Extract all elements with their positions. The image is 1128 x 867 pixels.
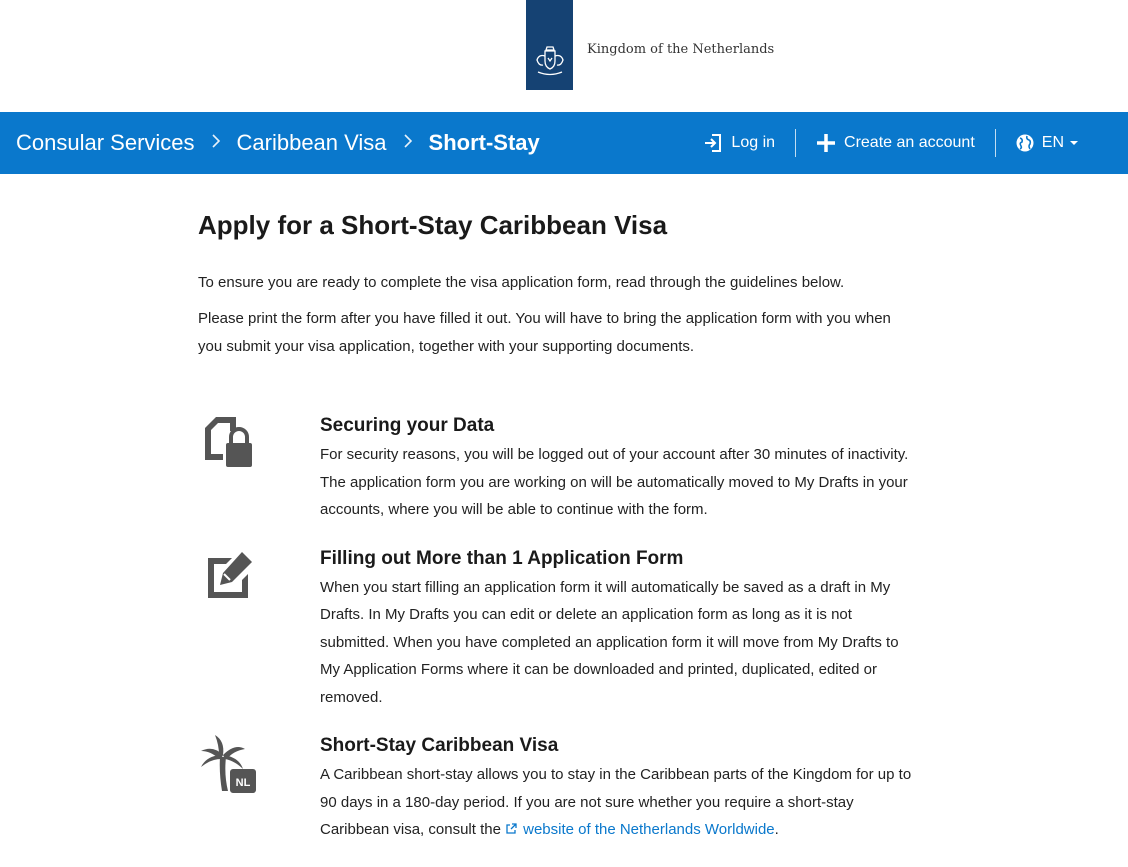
external-link-icon [505,823,517,835]
netherlands-worldwide-link[interactable] [505,821,775,838]
site-header [0,0,1128,112]
intro-paragraph-print: Please print the form after you have filled it out. You will have to bring the application form with you when you submit your visa application, together with your supporting documents. [198,310,891,355]
language-selector[interactable] [996,134,1128,152]
feature-securing-data [198,415,918,524]
feature-text: For security reasons, you will be logged out of your account after 30 minutes of inactivity. The application form you are working on will be automatically moved to My Drafts in your accounts, where you will be able to continue with the form. [320,446,909,518]
language-label: EN [1041,134,1064,151]
svg-text:NL: NL [235,777,251,789]
chevron-right-icon [403,132,413,155]
page-title: Apply for a Short-Stay Caribbean Visa [198,210,668,240]
caret-down-icon [1070,141,1078,145]
breadcrumb [16,112,540,174]
netherlands-logo[interactable] [526,0,573,90]
feature-title: Securing your Data [320,415,495,436]
nav-bar [0,112,1128,174]
main-content [198,174,918,844]
intro-paragraph: To ensure you are ready to complete the visa application form, read through the guidelines below. [198,274,845,291]
feature-multiple-forms [198,548,918,712]
feature-text-end: . [774,821,779,838]
login-button[interactable] [683,133,795,153]
logo-text: Kingdom of the Netherlands [587,42,775,57]
feature-short-stay-visa [198,735,918,844]
feature-text [320,761,918,844]
feature-text: When you start filling an application form it will automatically be saved as a draft in My Drafts. In My Drafts you can edit or delete an application form as long as it is not submitted. When you have completed an application form it will move from My Drafts to My Application Forms where it can be downloaded and printed, duplicated, edited or removed. [320,578,899,706]
login-label: Log in [731,134,776,151]
login-icon [703,133,723,153]
link-text: website of the Netherlands Worldwide [523,821,775,838]
breadcrumb-consular-services[interactable]: Consular Services [16,130,195,155]
breadcrumb-short-stay: Short-Stay [428,130,540,155]
breadcrumb-caribbean-visa[interactable]: Caribbean Visa [236,130,387,155]
coat-of-arms-icon [530,44,570,80]
feature-title: Filling out More than 1 Application Form [320,547,684,569]
edit-form-icon [198,548,258,608]
create-account-button[interactable] [796,133,995,153]
feature-text-content: A Caribbean short-stay allows you to stay in the Caribbean parts of the Kingdom for up to 90 days in a 180-day period. If you are not sure whether you require a short-stay Caribbean visa, consult the [320,766,912,838]
plus-icon [816,133,836,153]
create-account-label: Create an account [844,134,975,151]
feature-title: Short-Stay Caribbean Visa [320,735,559,756]
globe-icon [1016,134,1034,152]
document-lock-icon [198,415,258,475]
palm-tree-nl-icon [198,735,258,795]
chevron-right-icon [211,132,221,155]
nav-actions [683,112,1128,174]
